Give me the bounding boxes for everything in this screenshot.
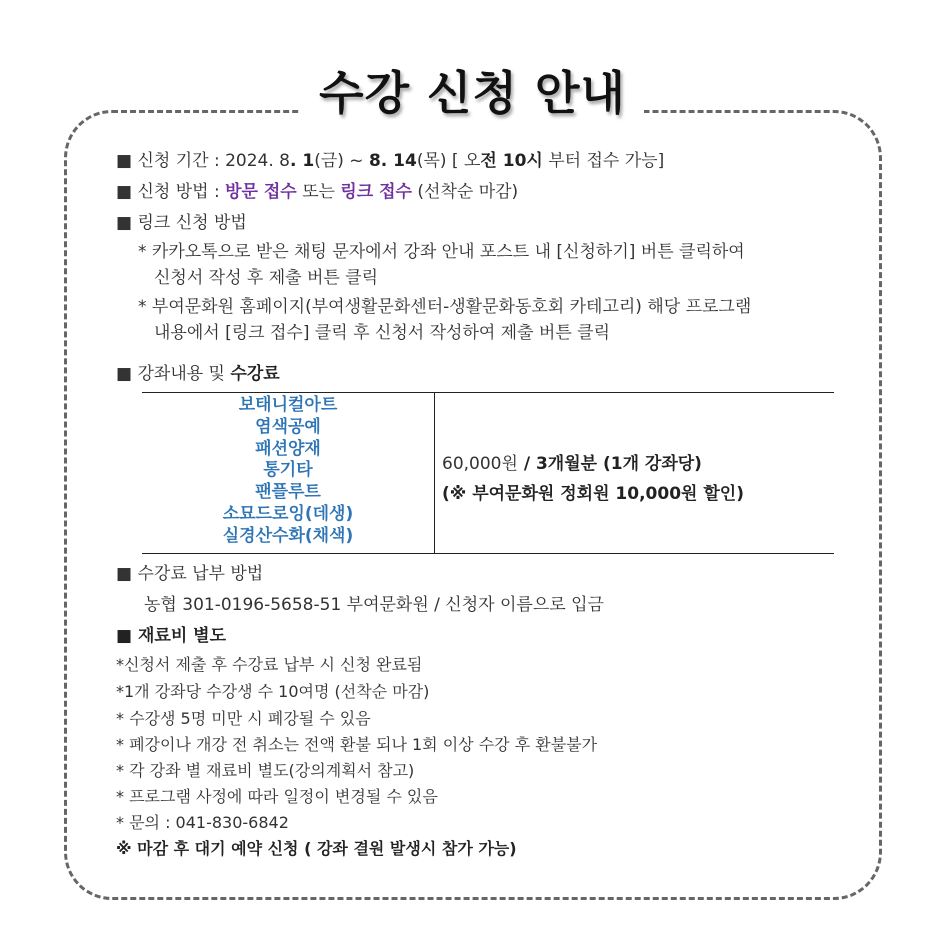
courses-label: 강좌내용 및: [137, 364, 231, 384]
course-item: 팬플루트: [255, 482, 321, 503]
note-item: *신청서 제출 후 수강료 납부 시 신청 완료됨: [116, 655, 423, 674]
course-item: 통기타: [263, 460, 313, 481]
item-text: 카카오톡으로 받은 채팅 문자에서 강좌 안내 포스트 내 [신청하기] 버튼 클릭하여: [151, 242, 745, 262]
course-fee-table: [142, 392, 834, 554]
note-item: *1개 강좌당 수강생 수 10여명 (선착순 마감): [116, 682, 430, 701]
payment-account: 농협 301-0196-5658-51 부여문화원 / 신청자 이름으로 입금: [144, 595, 604, 615]
item-star: *: [138, 297, 147, 317]
link-method-item: [138, 296, 751, 318]
period-date-start: 2024. 8: [225, 151, 290, 171]
fee-line: [442, 449, 744, 479]
period-date-end: 8. 14: [368, 151, 417, 171]
course-item: 실경산수화(채색): [222, 525, 354, 546]
method-link: 링크 접수: [340, 182, 412, 202]
note-item: * 수강생 5명 미만 시 폐강될 수 있음: [116, 709, 371, 728]
link-method-heading: [116, 212, 247, 234]
course-item: 패션양재: [255, 438, 321, 459]
material-heading: [116, 625, 226, 647]
fee-cell: [442, 449, 744, 509]
course-item: 소묘드로잉(데생): [222, 503, 354, 524]
waitlist-note: ※ 마감 후 대기 예약 신청 ( 강좌 결원 발생시 참가 가능): [116, 839, 517, 858]
fee-amount: 60,000원: [442, 454, 518, 474]
period-label: 신청 기간 :: [137, 151, 226, 171]
course-item: 보태니컬아트: [238, 395, 338, 415]
note-item: * 프로그램 사정에 따라 일정이 변경될 수 있음: [116, 787, 438, 806]
courses-bullet: ■: [116, 364, 133, 384]
page-title: 수강 신청 안내: [301, 58, 644, 128]
material-label: 재료비 별도: [137, 626, 227, 646]
payment-bullet: ■: [116, 564, 133, 584]
period-weekday-start: (금) ~: [314, 151, 369, 171]
link-method-bullet: ■: [116, 213, 133, 233]
item-star: *: [138, 242, 147, 262]
courses-label-bold: 수강료: [230, 364, 280, 384]
item-text: 신청서 작성 후 제출 버튼 클릭: [154, 268, 379, 288]
course-item: 염색공예: [255, 416, 321, 437]
fee-period: / 3개월분 (1개 강좌당): [517, 454, 702, 474]
table-divider: [434, 393, 435, 553]
note-item: * 문의 : 041-830-6842: [116, 813, 289, 832]
method-bullet: ■: [116, 182, 133, 202]
link-method-item-cont: [154, 322, 610, 344]
method-line: [116, 181, 518, 203]
course-list: [142, 395, 434, 548]
title-area: [0, 58, 945, 128]
member-discount: (※ 부여문화원 정회원 10,000원 할인): [442, 484, 744, 504]
note-item: * 폐강이나 개강 전 취소는 전액 환불 되나 1회 이상 수강 후 환불불가: [116, 735, 598, 754]
period-suffix: 부터 접수 가능]: [542, 151, 665, 171]
method-label: 신청 방법 :: [137, 182, 226, 202]
link-method-label: 링크 신청 방법: [137, 213, 247, 233]
note-item: * 각 강좌 별 재료비 별도(강의계획서 참고): [116, 761, 415, 780]
period-time: 전 10시: [480, 151, 543, 171]
method-visit: 방문 접수: [225, 182, 297, 202]
courses-heading: [116, 363, 280, 385]
payment-heading: [116, 563, 263, 585]
method-or: 또는: [296, 182, 341, 202]
period-weekday-end: (목) [ 오: [416, 151, 481, 171]
period-line: [116, 150, 664, 172]
period-bullet: ■: [116, 151, 133, 171]
link-method-item: [138, 241, 745, 263]
period-date-start-day: . 1: [290, 151, 315, 171]
material-bullet: ■: [116, 626, 133, 646]
link-method-item-cont: [154, 267, 378, 289]
item-text: 내용에서 [링크 접수] 클릭 후 신청서 작성하여 제출 버튼 클릭: [154, 323, 611, 343]
method-suffix: (선착순 마감): [411, 182, 519, 202]
item-text: 부여문화원 홈페이지(부여생활문화센터-생활문화동호회 카테고리) 해당 프로그램: [151, 297, 752, 317]
payment-label: 수강료 납부 방법: [137, 564, 264, 584]
